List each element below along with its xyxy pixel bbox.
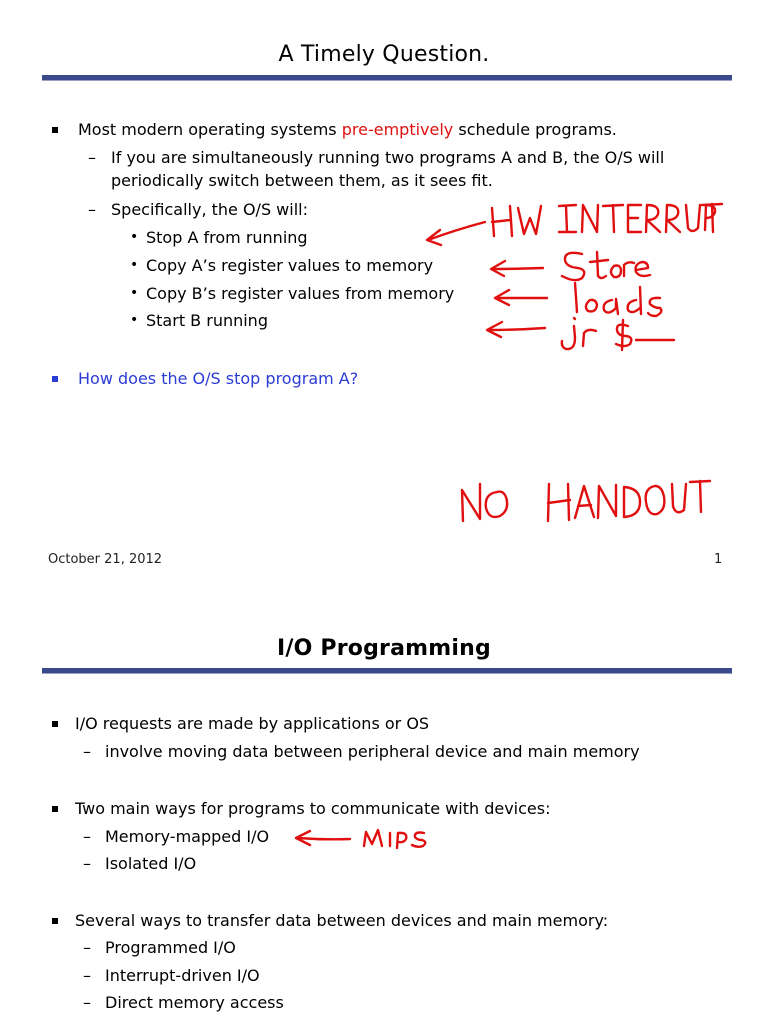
arrow-store [491,261,543,276]
bullet-text-part: schedule programs. [453,120,617,139]
step-text: Stop A from running [146,228,308,247]
sub-bullet-text: Specifically, the O/S will: [111,200,308,219]
sub-bullet-text: Direct memory access [105,993,284,1012]
sub-bullet-text: involve moving data between peripheral device and main memory [105,742,640,761]
stamp-no-handout [462,481,710,521]
sub-bullet-text: If you are simultaneously running two programs A and B, the O/S will [111,148,665,167]
bullet-text: Two main ways for programs to communicate with devices: [75,799,551,818]
step-marker: • [130,285,139,301]
note-hw-interrupt [492,204,722,236]
note-mips [364,830,425,848]
sub-bullet-marker: – [88,200,96,219]
note-loads [575,283,661,316]
slide-2 [0,590,768,1024]
bullet-text-part: Most modern operating systems [78,120,342,139]
sub-bullet-marker: – [83,938,91,957]
slide-title: I/O Programming [277,636,491,661]
footer-page-number: 1 [714,552,723,567]
sub-bullet-marker: – [83,827,91,846]
handwritten-annotations [0,590,768,1024]
arrow-mips [296,831,350,845]
sub-bullet-marker: – [83,854,91,873]
sub-bullet-text: Programmed I/O [105,938,236,957]
sub-bullet-text: Isolated I/O [105,854,197,873]
step-marker: • [130,257,139,273]
arrow-loads [495,290,547,305]
sub-bullet-marker: – [83,993,91,1012]
step-marker: • [130,229,139,245]
question-text: How does the O/S stop program A? [78,369,359,388]
sub-bullet-text: periodically switch between them, as it sees fit. [111,171,493,190]
step-marker: • [130,312,139,328]
note-jr [562,318,674,350]
bullet-text: Several ways to transfer data between devices and main memory: [75,911,609,930]
arrow-stop [427,222,485,245]
step-text: Copy B’s register values from memory [146,284,455,303]
bullet-text: I/O requests are made by applications or OS [75,714,430,733]
slide-title: A Timely Question. [278,42,490,67]
sub-bullet-marker: – [83,966,91,985]
step-text: Copy A’s register values to memory [146,256,434,275]
sub-bullet-text: Interrupt-driven I/O [105,966,260,985]
note-store [562,252,650,280]
sub-bullet-text: Memory-mapped I/O [105,827,270,846]
arrow-jr [487,322,545,337]
sub-bullet-marker: – [88,148,96,167]
sub-bullet-marker: – [83,742,91,761]
step-text: Start B running [146,311,268,330]
footer-date: October 21, 2012 [48,552,163,567]
highlighted-term: pre-emptively [341,120,454,139]
